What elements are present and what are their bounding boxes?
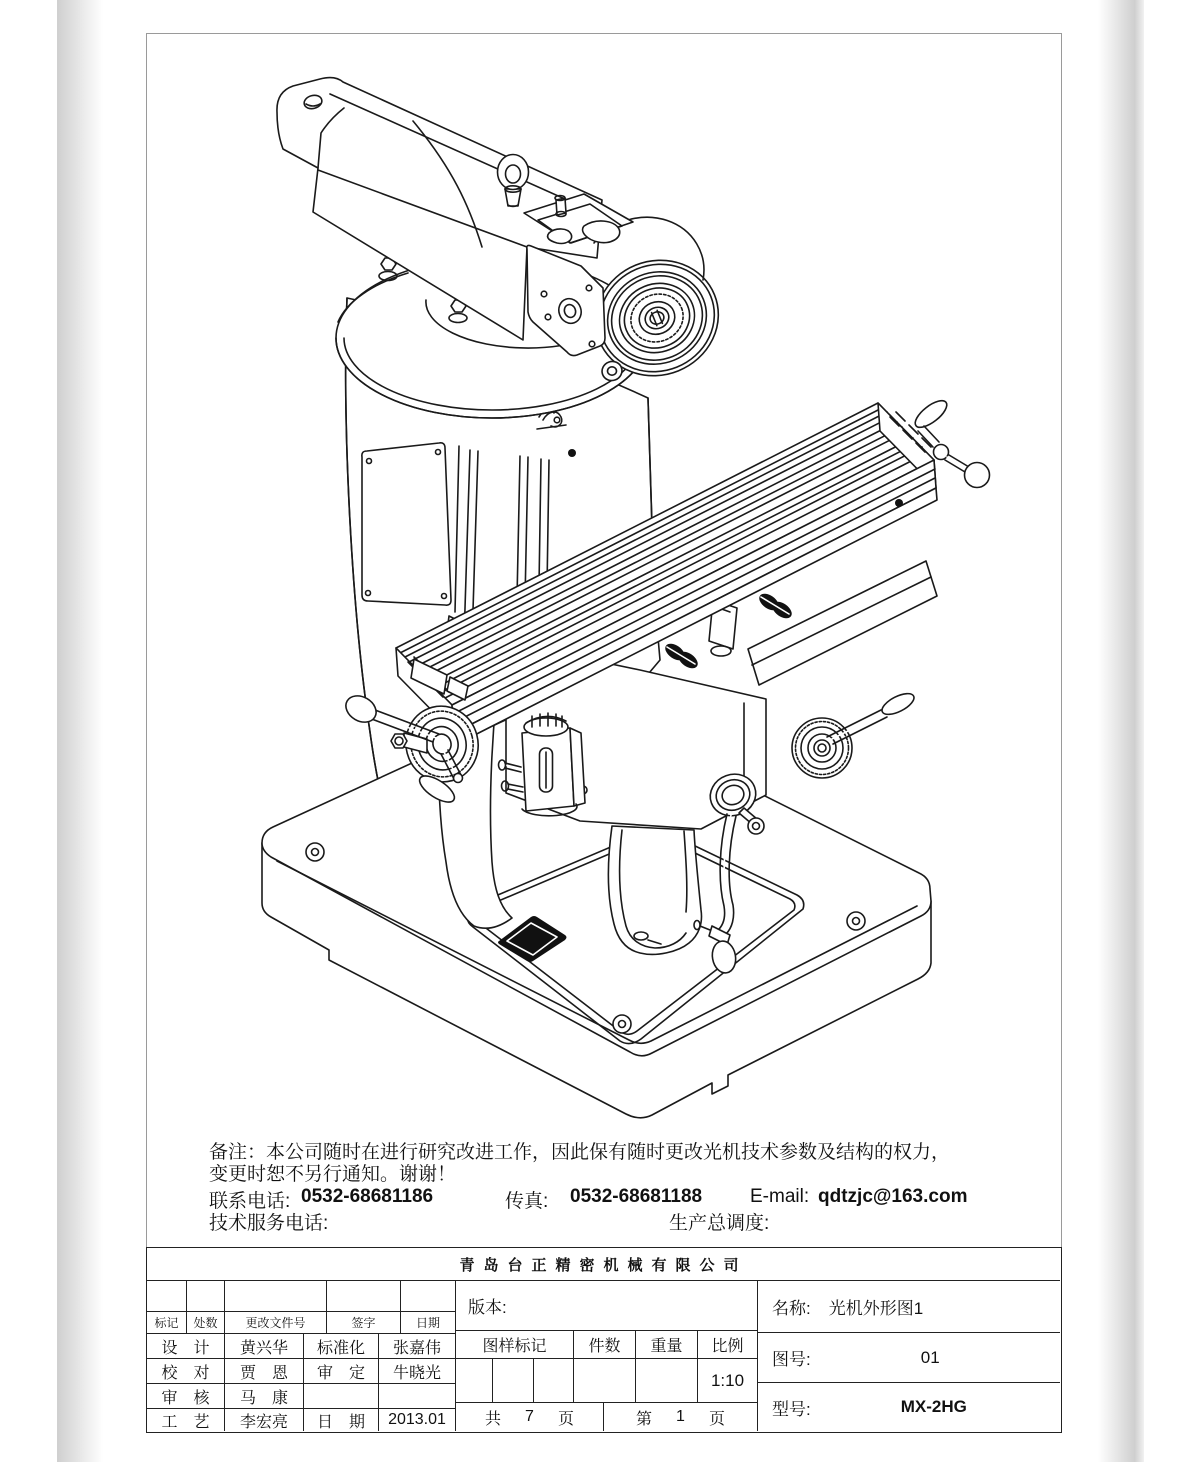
scale-value: 1:10 xyxy=(698,1359,758,1403)
drawing-no-row xyxy=(758,1333,1060,1383)
role-check-label: 校 对 xyxy=(147,1359,225,1384)
company-name: 青岛台正精密机械有限公司 xyxy=(147,1248,1060,1281)
role-std-label: 标准化 xyxy=(304,1334,379,1359)
model-label: 型号: xyxy=(772,1399,811,1419)
weight-value-cell xyxy=(636,1359,698,1403)
email-value: qdtzjc@163.com xyxy=(818,1186,968,1207)
qty-value-cell xyxy=(574,1359,636,1403)
rev-cell xyxy=(401,1281,456,1312)
notes-block xyxy=(146,1134,1062,1244)
role-design-name: 黄兴华 xyxy=(225,1334,304,1359)
email-label: E-mail: xyxy=(750,1186,810,1207)
elevating-screw-cover xyxy=(608,826,701,954)
fax-number: 0532-68681188 xyxy=(570,1186,703,1207)
mark-sub-cell xyxy=(456,1359,493,1403)
version-label: 版本: xyxy=(456,1281,758,1331)
rev-cell xyxy=(225,1281,327,1312)
drawing-no-value: 01 xyxy=(920,1347,940,1367)
role-approve-label: 审 定 xyxy=(304,1359,379,1384)
page-no-value: 1 xyxy=(676,1408,685,1425)
role-approve-name: 牛晓光 xyxy=(379,1359,456,1384)
page-right-shadow xyxy=(1098,0,1144,1462)
name-label: 名称: xyxy=(772,1299,811,1318)
pages-total-value: 7 xyxy=(525,1408,534,1425)
phone-number: 0532-68681186 xyxy=(301,1186,434,1207)
fax-label: 传真: xyxy=(505,1191,549,1212)
rev-header-sign: 签字 xyxy=(327,1312,401,1334)
rev-cell xyxy=(327,1281,401,1312)
name-row xyxy=(758,1281,1060,1333)
role-process-label: 工 艺 xyxy=(147,1409,225,1431)
model-value: MX-2HG xyxy=(900,1397,967,1416)
scale-header: 比例 xyxy=(698,1331,758,1359)
cross-feed-handwheel xyxy=(792,689,917,778)
role-std-name: 张嘉伟 xyxy=(379,1334,456,1359)
note-line-1: 备注：本公司随时在进行研究改进工作，因此保有随时更改光机技术参数及结构的权力， xyxy=(209,1142,951,1163)
mark-header: 图样标记 xyxy=(456,1331,574,1359)
role-process-name: 李宏亮 xyxy=(225,1409,304,1431)
model-row xyxy=(758,1383,1060,1431)
page-number-cell xyxy=(604,1403,758,1431)
note-line-2: 变更时恕不另行通知。谢谢！ xyxy=(209,1164,457,1185)
service-phone-label: 技术服务电话: xyxy=(209,1213,329,1234)
mark-sub-cell xyxy=(493,1359,534,1403)
role-design-label: 设 计 xyxy=(147,1334,225,1359)
role-empty-name xyxy=(379,1384,456,1409)
role-audit-label: 审 核 xyxy=(147,1384,225,1409)
rev-header-docno: 更改文件号 xyxy=(225,1312,327,1334)
rev-header-mark: 标记 xyxy=(147,1312,187,1334)
rev-cell xyxy=(147,1281,187,1312)
qty-header: 件数 xyxy=(574,1331,636,1359)
rev-cell xyxy=(187,1281,225,1312)
pages-total-cell xyxy=(456,1403,604,1431)
rev-header-count: 处数 xyxy=(187,1312,225,1334)
page-left-shadow xyxy=(57,0,103,1462)
title-block xyxy=(146,1247,1062,1433)
page-no-prefix: 第 xyxy=(636,1410,653,1428)
role-date-value: 2013.01 xyxy=(379,1409,456,1431)
drawing-no-label: 图号: xyxy=(772,1350,811,1369)
name-value: 光机外形图1 xyxy=(828,1299,924,1318)
pages-total-suffix: 页 xyxy=(557,1410,574,1428)
role-date-label: 日 期 xyxy=(304,1409,379,1431)
rev-header-date: 日期 xyxy=(401,1312,456,1334)
weight-header: 重量 xyxy=(636,1331,698,1359)
machine-drawing xyxy=(146,34,1060,1134)
role-check-name: 贾 恩 xyxy=(225,1359,304,1384)
role-audit-name: 马 康 xyxy=(225,1384,304,1409)
pages-total-prefix: 共 xyxy=(485,1410,502,1428)
mark-sub-cell xyxy=(534,1359,574,1403)
page-no-suffix: 页 xyxy=(708,1410,725,1428)
role-empty-label xyxy=(304,1384,379,1409)
phone-label: 联系电话: xyxy=(209,1191,291,1212)
dispatch-label: 生产总调度: xyxy=(669,1213,770,1234)
